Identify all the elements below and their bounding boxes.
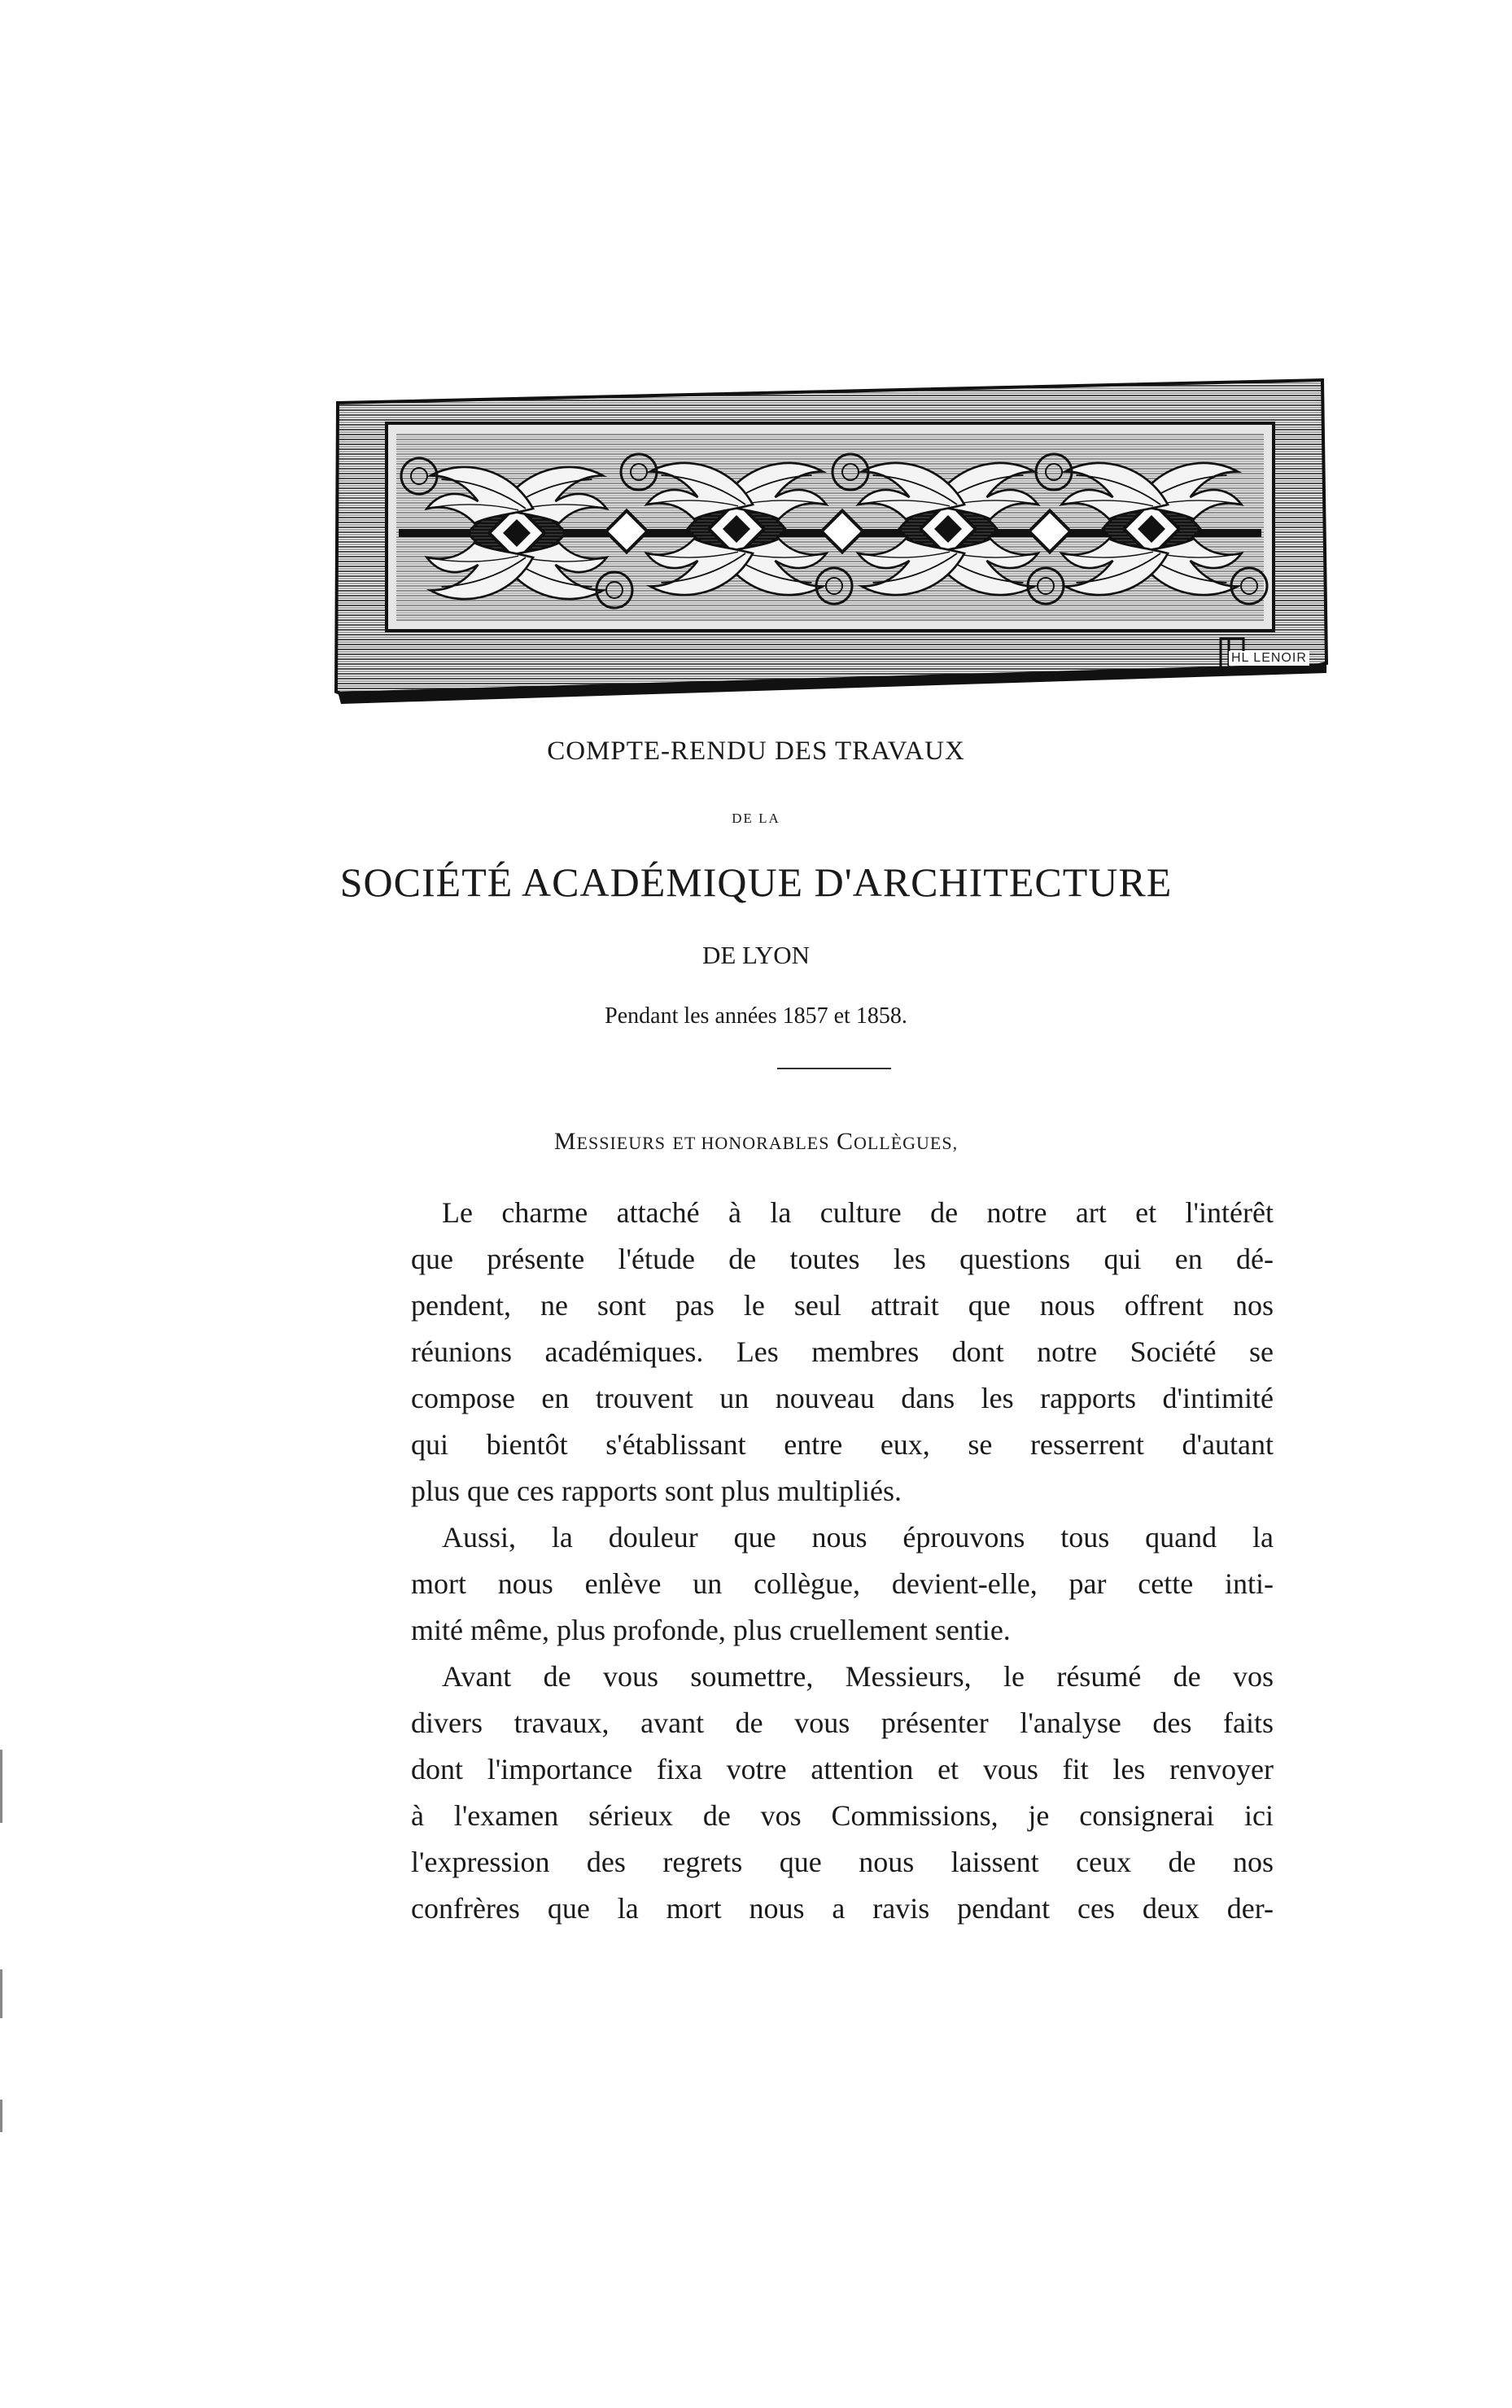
scan-margin-mark bbox=[0, 1969, 2, 2018]
ornament-engraving bbox=[330, 370, 1331, 712]
body-line: Aussi, la douleur que nous éprouvons tous quand la bbox=[442, 1521, 1274, 1554]
salutation-rest-2: OLLÈGUES, bbox=[853, 1133, 959, 1153]
city-line: DE LYON bbox=[701, 941, 811, 969]
body-line: réunions académiques. Les membres dont notre Société se bbox=[411, 1335, 1274, 1368]
body-line: compose en trouvent un nouveau dans les rapports d'intimité bbox=[411, 1382, 1274, 1414]
report-title: COMPTE-RENDU DES TRAVAUX bbox=[547, 736, 965, 766]
section-divider bbox=[777, 1068, 891, 1069]
salutation-rest-1: ESSIEURS bbox=[576, 1133, 666, 1153]
scan-margin-mark bbox=[0, 1750, 2, 1823]
society-name: SOCIÉTÉ ACADÉMIQUE D'ARCHITECTURE bbox=[339, 859, 1173, 905]
salutation-cap-1: M bbox=[553, 1128, 577, 1155]
salutation bbox=[0, 1128, 1512, 1156]
body-line: plus que ces rapports sont plus multipliés. bbox=[411, 1475, 902, 1507]
body-line: confrères que la mort nous a ravis pendant ces deux der- bbox=[411, 1892, 1274, 1925]
body-line: Le charme attaché à la culture de notre art et l'intérêt bbox=[442, 1196, 1274, 1229]
body-line: Avant de vous soumettre, Messieurs, le résumé de vos bbox=[442, 1660, 1274, 1693]
years-line: Pendant les années 1857 et 1858. bbox=[605, 1003, 907, 1029]
salutation-middle: ET HONORABLES bbox=[672, 1133, 830, 1153]
scan-margin-mark bbox=[0, 2100, 2, 2132]
body-line: dont l'importance fixa votre attention et vous fit les renvoyer bbox=[411, 1753, 1274, 1785]
body-line: qui bientôt s'établissant entre eux, se resserrent d'autant bbox=[411, 1428, 1274, 1461]
body-line: pendent, ne sont pas le seul attrait que nous offrent nos bbox=[411, 1289, 1274, 1322]
body-line: que présente l'étude de toutes les questions qui en dé- bbox=[411, 1243, 1274, 1275]
body-line: à l'examen sérieux de vos Commissions, je consignerai ici bbox=[411, 1799, 1274, 1832]
body-line: mité même, plus profonde, plus cruellement sentie. bbox=[411, 1614, 1011, 1646]
salutation-cap-2: C bbox=[836, 1128, 854, 1155]
body-line: divers travaux, avant de vous présenter l'analyse des faits bbox=[411, 1707, 1274, 1739]
title-connector: DE LA bbox=[732, 811, 780, 826]
body-line: mort nous enlève un collègue, devient-elle, par cette inti- bbox=[411, 1567, 1274, 1600]
body-line: l'expression des regrets que nous laissent ceux de nos bbox=[411, 1846, 1274, 1878]
engraver-signature: HL LENOIR bbox=[1229, 651, 1309, 666]
